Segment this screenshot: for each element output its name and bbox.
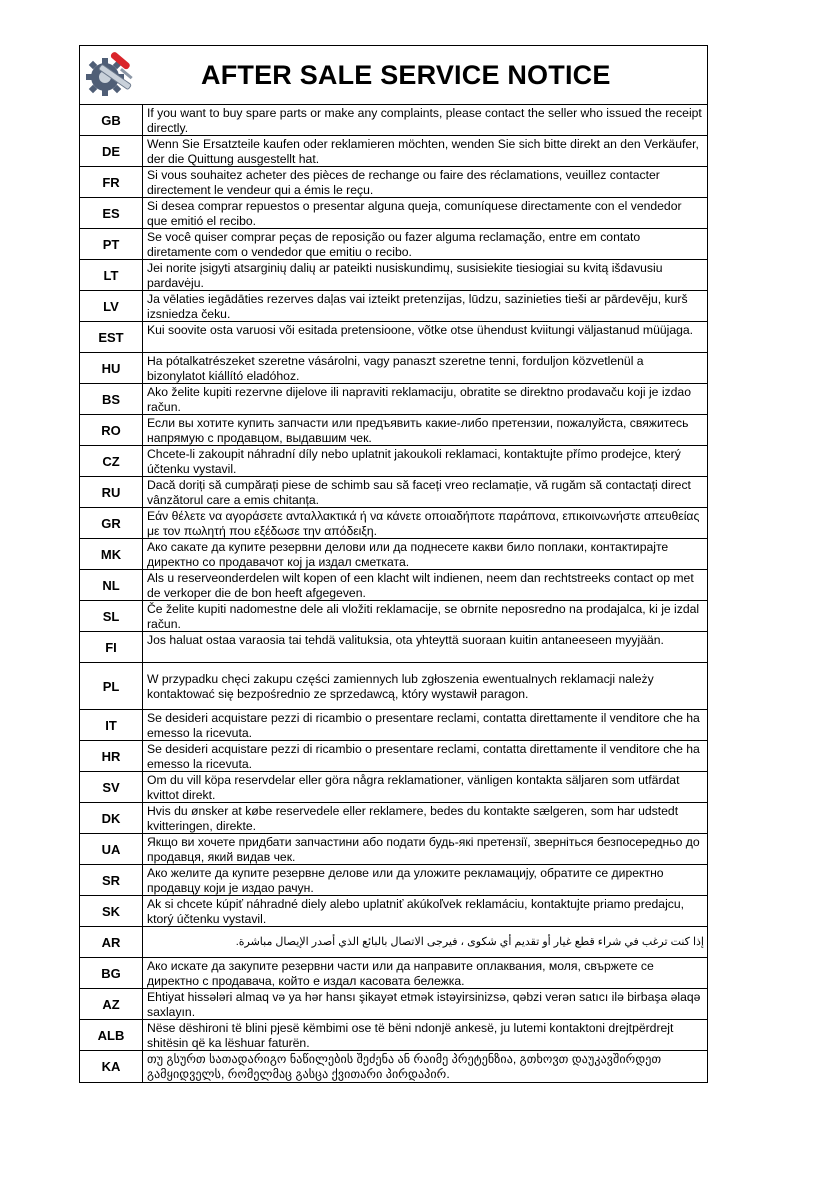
language-code: MK (80, 539, 143, 569)
notice-row-ro (80, 415, 707, 446)
notice-text: Chcete-li zakoupit náhradní díly nebo uplatnit jakoukoli reklamaci, kontaktujte přímo prodejce, který účtenku vystavil. (147, 447, 681, 476)
language-code: DK (80, 803, 143, 833)
notice-row-gr (80, 508, 707, 539)
language-code: DE (80, 136, 143, 166)
notice-row-ua (80, 834, 707, 865)
language-code: PT (80, 229, 143, 259)
notice-row-nl (80, 570, 707, 601)
notice-text: Если вы хотите купить запчасти или предъявить какие-либо претензии, пожалуйста, свяжитесь напрямую с продавцом, выдавшим чек. (147, 416, 689, 445)
notice-text: Če želite kupiti nadomestne dele ali vložiti reklamacije, se obrnite neposredno na prodajalca, ki je izdal račun. (147, 602, 700, 631)
language-code: BS (80, 384, 143, 414)
notice-text: Nëse dëshironi të blini pjesë këmbimi ose të bëni ndonjë ankesë, ju lutemi kontaktoni drejtpërdrejt shitësin që ka lëshuar faturën. (147, 1021, 674, 1050)
notice-row-pl (80, 663, 707, 710)
notice-text: თუ გსურთ სათადარიგო ნაწილების შეძენა ან რაიმე პრეტენზია, გთხოვთ დაუკავშირდეთ გამყიდველს, რომელმაც გასცა ქვითარი პირდაპირ. (147, 1052, 662, 1081)
notice-text: Se você quiser comprar peças de reposição ou fazer alguma reclamação, entre em contato diretamente com o vendedor que emitiu o recibo. (147, 230, 641, 259)
page-title: AFTER SALE SERVICE NOTICE (201, 59, 611, 90)
notice-text: W przypadku chęci zakupu części zamiennych lub zgłoszenia ewentualnych reklamacji należy kontaktować się bezpośrednio ze sprzedawcą, który wystawił paragon. (147, 671, 654, 701)
language-code: NL (80, 570, 143, 600)
language-code: IT (80, 710, 143, 740)
notice-row-ka (80, 1051, 707, 1082)
language-code: AZ (80, 989, 143, 1019)
notice-row-de (80, 136, 707, 167)
language-code: GR (80, 508, 143, 538)
language-code: FI (80, 632, 143, 662)
notice-text: Якщо ви хочете придбати запчастини або подати будь-які претензії, зверніться безпосередньо до продавця, який видав чек. (147, 835, 700, 864)
language-code: RO (80, 415, 143, 445)
language-code: SL (80, 601, 143, 631)
notice-row-sv (80, 772, 707, 803)
notice-text: إذا كنت ترغب في شراء قطع غيار أو تقديم أي شكوى ، فيرجى الاتصال بالبائع الذي أصدر الإيصال مباشرة. (235, 936, 704, 949)
language-code: KA (80, 1051, 143, 1082)
notice-row-lt (80, 260, 707, 291)
notice-text: Jei norite įsigyti atsarginių dalių ar pateikti nusiskundimų, susisiekite tiesiogiai su kvitą išdavusiu pardavėju. (147, 261, 663, 290)
notice-row-pt (80, 229, 707, 260)
notice-row-bg (80, 958, 707, 989)
language-code: AR (80, 927, 143, 957)
notice-text: If you want to buy spare parts or make any complaints, please contact the seller who issued the receipt directly. (147, 106, 702, 135)
notice-text: Als u reserveonderdelen wilt kopen of een klacht wilt indienen, neem dan rechtstreeks contact op met de verkoper die de bon heeft afgegeven. (147, 571, 694, 600)
language-code: ES (80, 198, 143, 228)
notice-row-alb (80, 1020, 707, 1051)
notice-text: Wenn Sie Ersatzteile kaufen oder reklamieren möchten, wenden Sie sich bitte direkt an den Verkäufer, der die Quittung ausgestellt hat. (147, 137, 699, 166)
after-sale-notice-table (79, 45, 708, 1083)
notice-row-est (80, 322, 707, 353)
notice-row-bs (80, 384, 707, 415)
notice-row-dk (80, 803, 707, 834)
notice-row-sr (80, 865, 707, 896)
notice-row-hr (80, 741, 707, 772)
notice-text: Si desea comprar repuestos o presentar alguna queja, comuníquese directamente con el vendedor que emitió el recibo. (147, 199, 682, 228)
notice-text: Jos haluat ostaa varaosia tai tehdä valituksia, ota yhteyttä suoraan kuitin antaneeseen myyjään. (147, 633, 664, 647)
notice-row-az (80, 989, 707, 1020)
language-code: FR (80, 167, 143, 197)
notice-text: Kui soovite osta varuosi või esitada pretensioone, võtke otse ühendust kviitungi väljastanud müüjaga. (147, 323, 694, 337)
notice-text: Ha pótalkatrészeket szeretne vásárolni, vagy panaszt szeretne tenni, forduljon közvetlenül a bizonylatot kiállító eladóhoz. (147, 354, 644, 383)
language-code: UA (80, 834, 143, 864)
notice-row-it (80, 710, 707, 741)
language-code: LT (80, 260, 143, 290)
language-code: BG (80, 958, 143, 988)
language-code: EST (80, 322, 143, 352)
language-code: SV (80, 772, 143, 802)
language-code: SK (80, 896, 143, 926)
language-code: ALB (80, 1020, 143, 1050)
notice-row-sk (80, 896, 707, 927)
notice-text: Om du vill köpa reservdelar eller göra några reklamationer, vänligen kontakta säljaren som utfärdat kvittot direkt. (147, 773, 680, 802)
notice-text: Hvis du ønsker at købe reservedele eller reklamere, bedes du kontakte sælgeren, som har udstedt kvitteringen, direkte. (147, 804, 679, 833)
notice-text: Dacă doriți să cumpărați piese de schimb sau să faceți vreo reclamație, vă rugăm să contactați direct vânzătorul care a emis chitanța. (147, 478, 691, 507)
language-code: LV (80, 291, 143, 321)
notice-text: Ehtiyat hissələri almaq və ya hər hansı şikayət etmək istəyirsinizsə, qəbzi verən satıcı ilə birbaşa əlaqə saxlayın. (147, 990, 701, 1019)
language-code: PL (80, 663, 143, 709)
notice-row-sl (80, 601, 707, 632)
language-code: HU (80, 353, 143, 383)
language-code: SR (80, 865, 143, 895)
notice-text: Ако искате да закупите резервни части или да направите оплаквания, моля, свържете се директно с продавача, който е издал касовата бележка. (147, 959, 654, 988)
notice-text: Se desideri acquistare pezzi di ricambio o presentare reclami, contatta direttamente il venditore che ha emesso la ricevuta. (147, 742, 700, 771)
notice-row-ru (80, 477, 707, 508)
notice-text: Ако желите да купите резервне делове или да уложите рекламацију, обратите се директно продавцу који је издао рачун. (147, 866, 664, 895)
notice-row-hu (80, 353, 707, 384)
language-code: GB (80, 105, 143, 135)
notice-rows (80, 105, 707, 1082)
notice-row-fr (80, 167, 707, 198)
notice-text: Ak si chcete kúpiť náhradné diely alebo uplatniť akúkoľvek reklamáciu, kontaktujte priamo predajcu, ktorý účtenku vystavil. (147, 897, 685, 926)
notice-row-fi (80, 632, 707, 663)
notice-header (80, 46, 707, 105)
notice-text: Ja vēlaties iegādāties rezerves daļas vai izteikt pretenzijas, lūdzu, sazinieties tieši ar pārdevēju, kurš izsniedza čeku. (147, 292, 688, 321)
tools-wrench-screwdriver-icon (80, 46, 143, 104)
language-code: RU (80, 477, 143, 507)
notice-row-gb (80, 105, 707, 136)
notice-text: Se desideri acquistare pezzi di ricambio o presentare reclami, contatta direttamente il venditore che ha emesso la ricevuta. (147, 711, 700, 740)
notice-row-es (80, 198, 707, 229)
notice-text: Ако сакате да купите резервни делови или да поднесете какви било поплаки, контактирајте директно со продавачот кој ја издал сметката. (147, 540, 669, 569)
notice-row-mk (80, 539, 707, 570)
notice-text: Si vous souhaitez acheter des pièces de rechange ou faire des réclamations, veuillez contacter directement le vendeur qui a émis le reçu. (147, 168, 660, 197)
notice-row-ar (80, 927, 707, 958)
notice-row-lv (80, 291, 707, 322)
language-code: HR (80, 741, 143, 771)
notice-text: Ako želite kupiti rezervne dijelove ili napraviti reklamaciju, obratite se direktno prodavaču koji je izdao račun. (147, 385, 691, 414)
notice-row-cz (80, 446, 707, 477)
language-code: CZ (80, 446, 143, 476)
notice-text: Εάν θέλετε να αγοράσετε ανταλλακτικά ή να κάνετε οποιαδήποτε παράπονα, επικοινωνήστε απευθείας με τον πωλητή που εξέδωσε την απόδειξη. (147, 509, 700, 538)
